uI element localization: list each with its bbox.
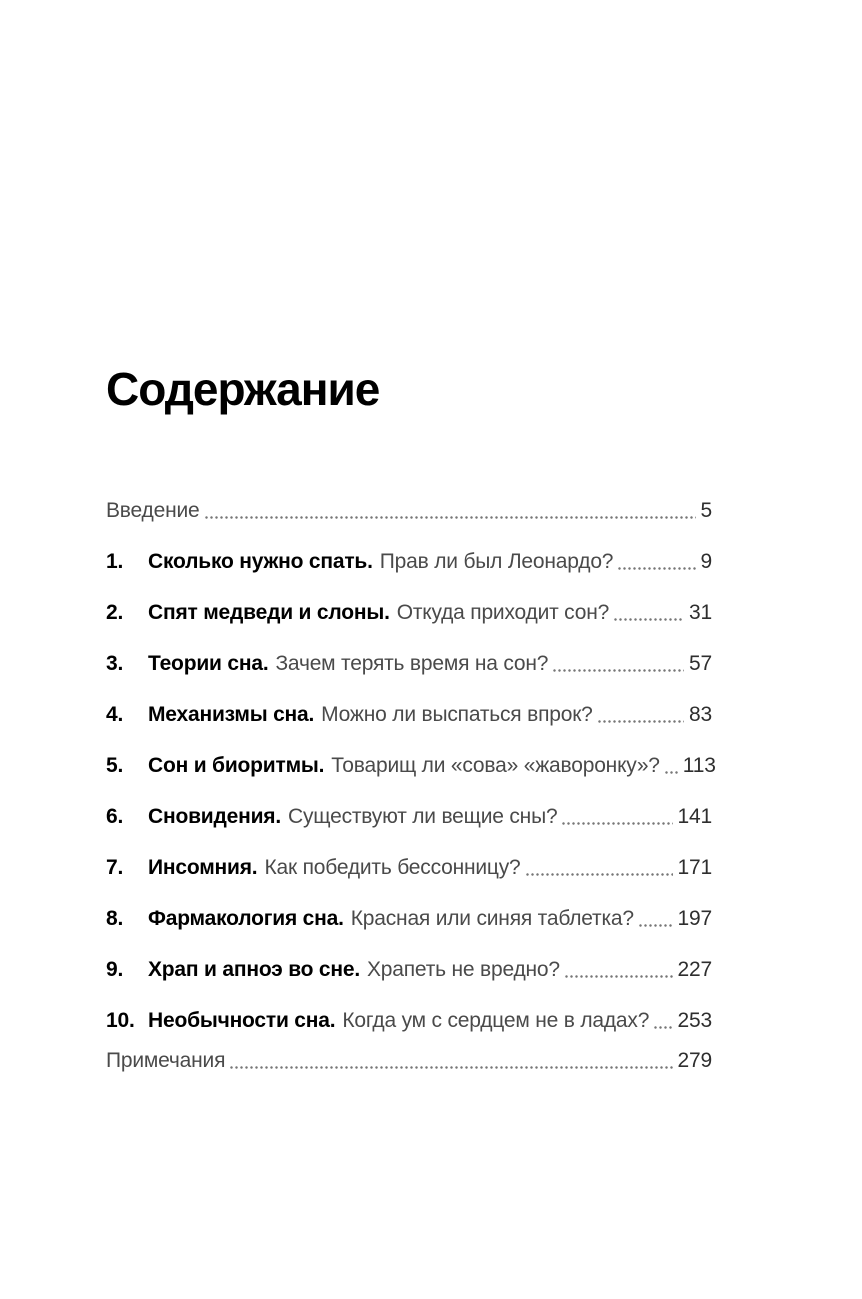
dot-leader <box>525 873 673 876</box>
toc-entry-number: 2. <box>106 601 124 624</box>
toc-entry-subtitle: Как победить бессонницу? <box>264 856 521 879</box>
toc-entry-title: Механизмы сна. <box>148 703 315 726</box>
toc-entry <box>106 1006 712 1036</box>
toc-entry-page: 171 <box>677 856 712 879</box>
toc-entry-subtitle: Существуют ли вещие сны? <box>288 805 558 828</box>
toc-entry-subtitle: Красная или синяя таблетка? <box>350 907 634 930</box>
toc-entry-page: 227 <box>677 958 712 981</box>
dot-leader <box>664 771 678 774</box>
toc-entry <box>106 751 716 781</box>
toc-entry <box>106 802 712 832</box>
toc-entry-number: 5. <box>106 754 124 777</box>
toc-entry-number: 4. <box>106 703 124 726</box>
toc-entry-page: 5 <box>700 499 712 522</box>
toc-entry-label: Примечания <box>106 1049 226 1072</box>
toc-entry-subtitle: Зачем терять время на сон? <box>275 652 549 675</box>
toc-entry <box>106 904 712 934</box>
toc-entry-page: 113 <box>682 754 716 777</box>
toc-entry-number: 3. <box>106 652 124 675</box>
toc-entry-subtitle: Прав ли был Леонардо? <box>379 550 614 573</box>
dot-leader <box>617 567 695 570</box>
toc-entry-page: 57 <box>689 652 712 675</box>
toc-entry-label: Введение <box>106 499 200 522</box>
page-title: Содержание <box>106 363 380 415</box>
dot-leader <box>552 669 684 672</box>
toc-entry-title: Сновидения. <box>148 805 281 828</box>
toc-entry-page: 141 <box>677 805 712 828</box>
toc-entry-subtitle: Откуда приходит сон? <box>396 601 610 624</box>
toc-list <box>106 496 716 1076</box>
toc-entry-number: 1. <box>106 550 124 573</box>
toc-entry-title: Спят медведи и слоны. <box>148 601 390 624</box>
toc-entry-page: 197 <box>677 907 712 930</box>
toc-entry-number: 7. <box>106 856 124 879</box>
toc-entry-notes <box>106 1046 712 1076</box>
toc-entry-subtitle: Храпеть не вредно? <box>366 958 560 981</box>
dot-leader <box>564 975 673 978</box>
toc-entry-title: Сколько нужно спать. <box>148 550 373 573</box>
toc-entry-page: 31 <box>689 601 712 624</box>
toc-entry <box>106 700 712 730</box>
toc-entry-subtitle: Когда ум с сердцем не в ладах? <box>342 1009 650 1032</box>
toc-entry-title: Фармакология сна. <box>148 907 344 930</box>
toc-entry-title: Сон и биоритмы. <box>148 754 325 777</box>
dot-leader <box>613 618 684 621</box>
toc-entry-page: 253 <box>677 1009 712 1032</box>
dot-leader <box>229 1066 672 1069</box>
dot-leader <box>653 1026 672 1029</box>
toc-entry-subtitle: Можно ли выспаться впрок? <box>321 703 593 726</box>
dot-leader <box>638 924 673 927</box>
toc-entry <box>106 853 712 883</box>
toc-entry-intro <box>106 496 712 526</box>
toc-entry-title: Теории сна. <box>148 652 269 675</box>
toc-entry-page: 279 <box>677 1049 712 1072</box>
toc-entry-number: 6. <box>106 805 124 828</box>
toc-entry-number: 9. <box>106 958 124 981</box>
toc-entry-title: Необычности сна. <box>148 1009 336 1032</box>
toc-entry-subtitle: Товарищ ли «сова» «жаворонку»? <box>331 754 660 777</box>
toc-entry <box>106 649 712 679</box>
dot-leader <box>204 516 696 519</box>
dot-leader <box>597 720 684 723</box>
toc-entry-number: 10. <box>106 1009 135 1032</box>
toc-entry-title: Храп и апноэ во сне. <box>148 958 360 981</box>
toc-entry-page: 9 <box>700 550 712 573</box>
toc-entry <box>106 598 712 628</box>
dot-leader <box>561 822 672 825</box>
toc-entry-title: Инсомния. <box>148 856 258 879</box>
toc-entry <box>106 955 712 985</box>
toc-entry-page: 83 <box>689 703 712 726</box>
toc-entry-number: 8. <box>106 907 124 930</box>
toc-entry <box>106 547 712 577</box>
